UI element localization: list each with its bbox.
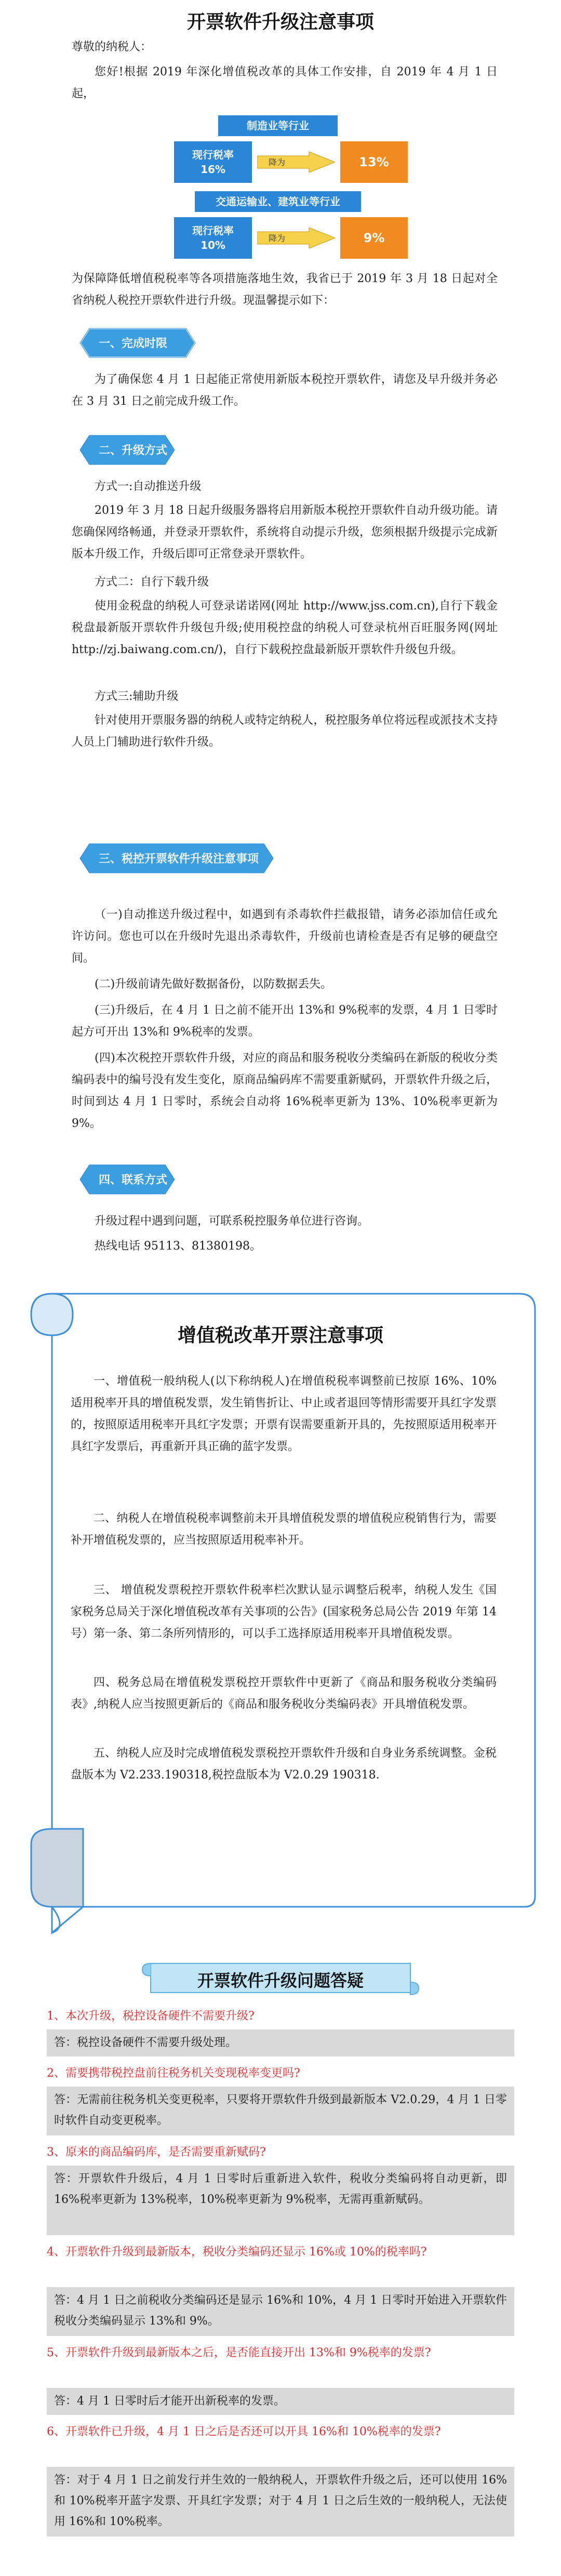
question-5: 5、开票软件升级到最新版本之后，是否能直接开出 13%和 9%税率的发票?: [47, 2346, 431, 2359]
section-header-2: [78, 433, 177, 467]
scroll-item-1: 一、增值税一般纳税人(以下称纳税人)在增值税税率调整前已按原 16%、10%适用税率开具的增值税发票，发生销售折让、中止或者退回等情形需要开具红字发票的，按照原适用税率开具红字发票；开票有误需要重新开具的，先按照原适用税率开具红字发票后，再重新开具正确的蓝字发票。: [71, 1375, 497, 1453]
scroll-item-5: 五、纳税人应及时完成增值税发票税控开票软件升级和自身业务系统调整。金税盘版本为 V2.233.190318,税控盘版本为 V2.0.29 190318.: [71, 1747, 497, 1782]
section-title-3: 三、税控开票软件升级注意事项: [99, 853, 259, 866]
section-1-text: 为了确保您 4 月 1 日起能正常使用新版本税控开票软件，请您及早升级并务必在 3 月 31 日之前完成升级工作。: [72, 373, 498, 408]
scroll-title: 增值税改革开票注意事项: [177, 1325, 383, 1346]
answer-3: 答：开票软件升级后，4 月 1 日零时后重新进入软件，税收分类编码将自动更新，即 16%税率更新为 13%税率，10%税率更新为 9%税率，无需再重新赋码。: [47, 2166, 514, 2235]
answer-4: 答：4 月 1 日之前税收分类编码还是显示 16%和 10%，4 月 1 日零时开始进入开票软件税收分类编码显示 13%和 9%。: [47, 2287, 514, 2336]
question-1: 1、本次升级，税控设备硬件不需要升级?: [47, 2010, 255, 2023]
current-rate-box-1: [174, 141, 252, 183]
question-2: 2、需要携带税控盘前往税务机关变现税率变更吗?: [47, 2067, 300, 2080]
method-1-text: 2019 年 3 月 18 日起升级服务器将启用新版本税控开票软件自动升级功能。请您确保网络畅通，并登录开票软件，系统将自动提示升级，您须根据升级提示完成新版本升级工作，升级后即可正常登录开票软件。: [72, 504, 498, 561]
note-1: （一)自动推送升级过程中，如遇到有杀毒软件拦截报错，请务必添加信任或允许访问。您也可以在升级时先退出杀毒软件，升级前也请检查是否有足够的硬盘空间。: [72, 908, 498, 965]
qa-title-banner: [140, 1961, 421, 1997]
new-rate-box-1: 13%: [340, 141, 408, 183]
measures-paragraph: 为保障降低增值税税率等各项措施落地生效，我省已于 2019 年 3 月 18 日起对全省纳税人税控开票软件进行升级。现温馨提示如下：: [72, 272, 498, 307]
method-2-title: 方式二：自行下载升级: [95, 576, 209, 589]
method-2-text: 使用金税盘的纳税人可登录诺诺网(网址 http://www.jss.com.cn),自行下载金税盘最新版开票软件升级包升级;使用税控盘的纳税人可登录杭州百旺服务网(网址 http://zj.baiwang.com.cn/)，自行下载税控盘最新版开票软件升级包升级。: [72, 600, 498, 656]
answer-5: 答：4 月 1 日零时后才能开出新税率的发票。: [47, 2388, 514, 2415]
intro-paragraph: 您好!根据 2019 年深化增值税改革的具体工作安排，自 2019 年 4 月 1 日起，: [72, 65, 498, 100]
current-rate-label: 现行税率: [192, 149, 234, 161]
section-title-4: 四、联系方式: [99, 1174, 168, 1187]
method-3-title: 方式三:辅助升级: [95, 690, 179, 703]
scroll-panel: [21, 1257, 540, 1954]
question-4: 4、开票软件升级到最新版本，税收分类编码还显示 16%或 10%的税率吗?: [47, 2246, 427, 2259]
qa-title: 开票软件升级问题答疑: [197, 1971, 364, 1990]
method-1-title: 方式一:自动推送升级: [95, 480, 202, 493]
arrow-label: 降为: [269, 233, 286, 243]
section-header-3: [78, 842, 275, 875]
scroll-item-4: 四、税务总局在增值税发票税控开票软件中更新了《商品和服务税收分类编码表》,纳税人应当按照更新后的《商品和服务税收分类编码表》开具增值税发票。: [71, 1676, 497, 1711]
method-3-text: 针对使用开票服务器的纳税人或特定纳税人，税控服务单位将远程或派技术支持人员上门辅助进行软件升级。: [72, 714, 498, 749]
contact-text: 升级过程中遇到问题，可联系税控服务单位进行咨询。: [95, 1215, 369, 1228]
industry-tag-manufacturing: 制造业等行业: [218, 115, 338, 136]
arrow-icon: [257, 152, 335, 172]
industry-tag-transport: 交通运输业、建筑业等行业: [195, 191, 361, 212]
page-title: 开票软件升级注意事项: [186, 11, 374, 33]
answer-2: 答：无需前往税务机关变更税率，只要将开票软件升级到最新版本 V2.0.29，4 月 1 日零时软件自动变更税率。: [47, 2087, 514, 2135]
current-rate-label: 现行税率: [192, 224, 234, 237]
current-rate-box-2: [174, 217, 252, 259]
question-3: 3、原来的商品编码库，是否需要重新赋码?: [47, 2146, 266, 2159]
answer-6: 答：对于 4 月 1 日之前发行并生效的一般纳税人，开票软件升级之后，还可以使用 16%和 10%税率开蓝字发票、开具红字发票；对于 4 月 1 日之后生效的一般纳税人，无法使用 16%和 10%税率。: [47, 2467, 514, 2537]
new-rate-box-2: 9%: [340, 217, 408, 259]
section-header-1: [78, 326, 197, 360]
answer-1: 答：税控设备硬件不需要升级处理。: [47, 2029, 514, 2056]
note-2: (二)升级前请先做好数据备份，以防数据丢失。: [95, 978, 332, 991]
current-rate-value: 10%: [201, 239, 225, 251]
arrow-icon: [257, 228, 335, 248]
section-title-2: 二、升级方式: [99, 444, 168, 457]
scroll-item-2: 二、纳税人在增值税税率调整前未开具增值税发票的增值税应税销售行为，需要补开增值税发票的，应当按照原适用税率补开。: [71, 1512, 497, 1547]
section-title-1: 一、完成时限: [99, 337, 168, 350]
current-rate-value: 16%: [201, 163, 225, 176]
note-4: (四)本次税控开票软件升级，对应的商品和服务税收分类编码在新版的税收分类编码表中的编号没有发生变化，原商品编码库不需要重新赋码，开票软件升级之后，时间到达 4 月 1 日零时，系统会自动将 16%税率更新为 13%、10%税率更新为 9%。: [72, 1052, 498, 1130]
scroll-item-3: 三、 增值税发票税控开票软件税率栏次默认显示调整后税率，纳税人发生《国家税务总局关于深化增值税改革有关事项的公告》(国家税务总局公告 2019 年第 14 号）第一条、第二条所列情形的，可以手工选择原适用税率开具增值税发票。: [71, 1584, 497, 1640]
hotline-text: 热线电话 95113、81380198。: [95, 1240, 261, 1253]
question-6: 6、开票软件已升级，4 月 1 日之后是否还可以开具 16%和 10%税率的发票?: [47, 2425, 441, 2438]
salutation: 尊敬的纳税人：: [72, 41, 152, 54]
note-3: (三)升级后，在 4 月 1 日之前不能开出 13%和 9%税率的发票，4 月 1 日零时起方可开出 13%和 9%税率的发票。: [72, 1004, 498, 1039]
arrow-label: 降为: [269, 157, 286, 167]
section-header-4: [78, 1163, 177, 1196]
